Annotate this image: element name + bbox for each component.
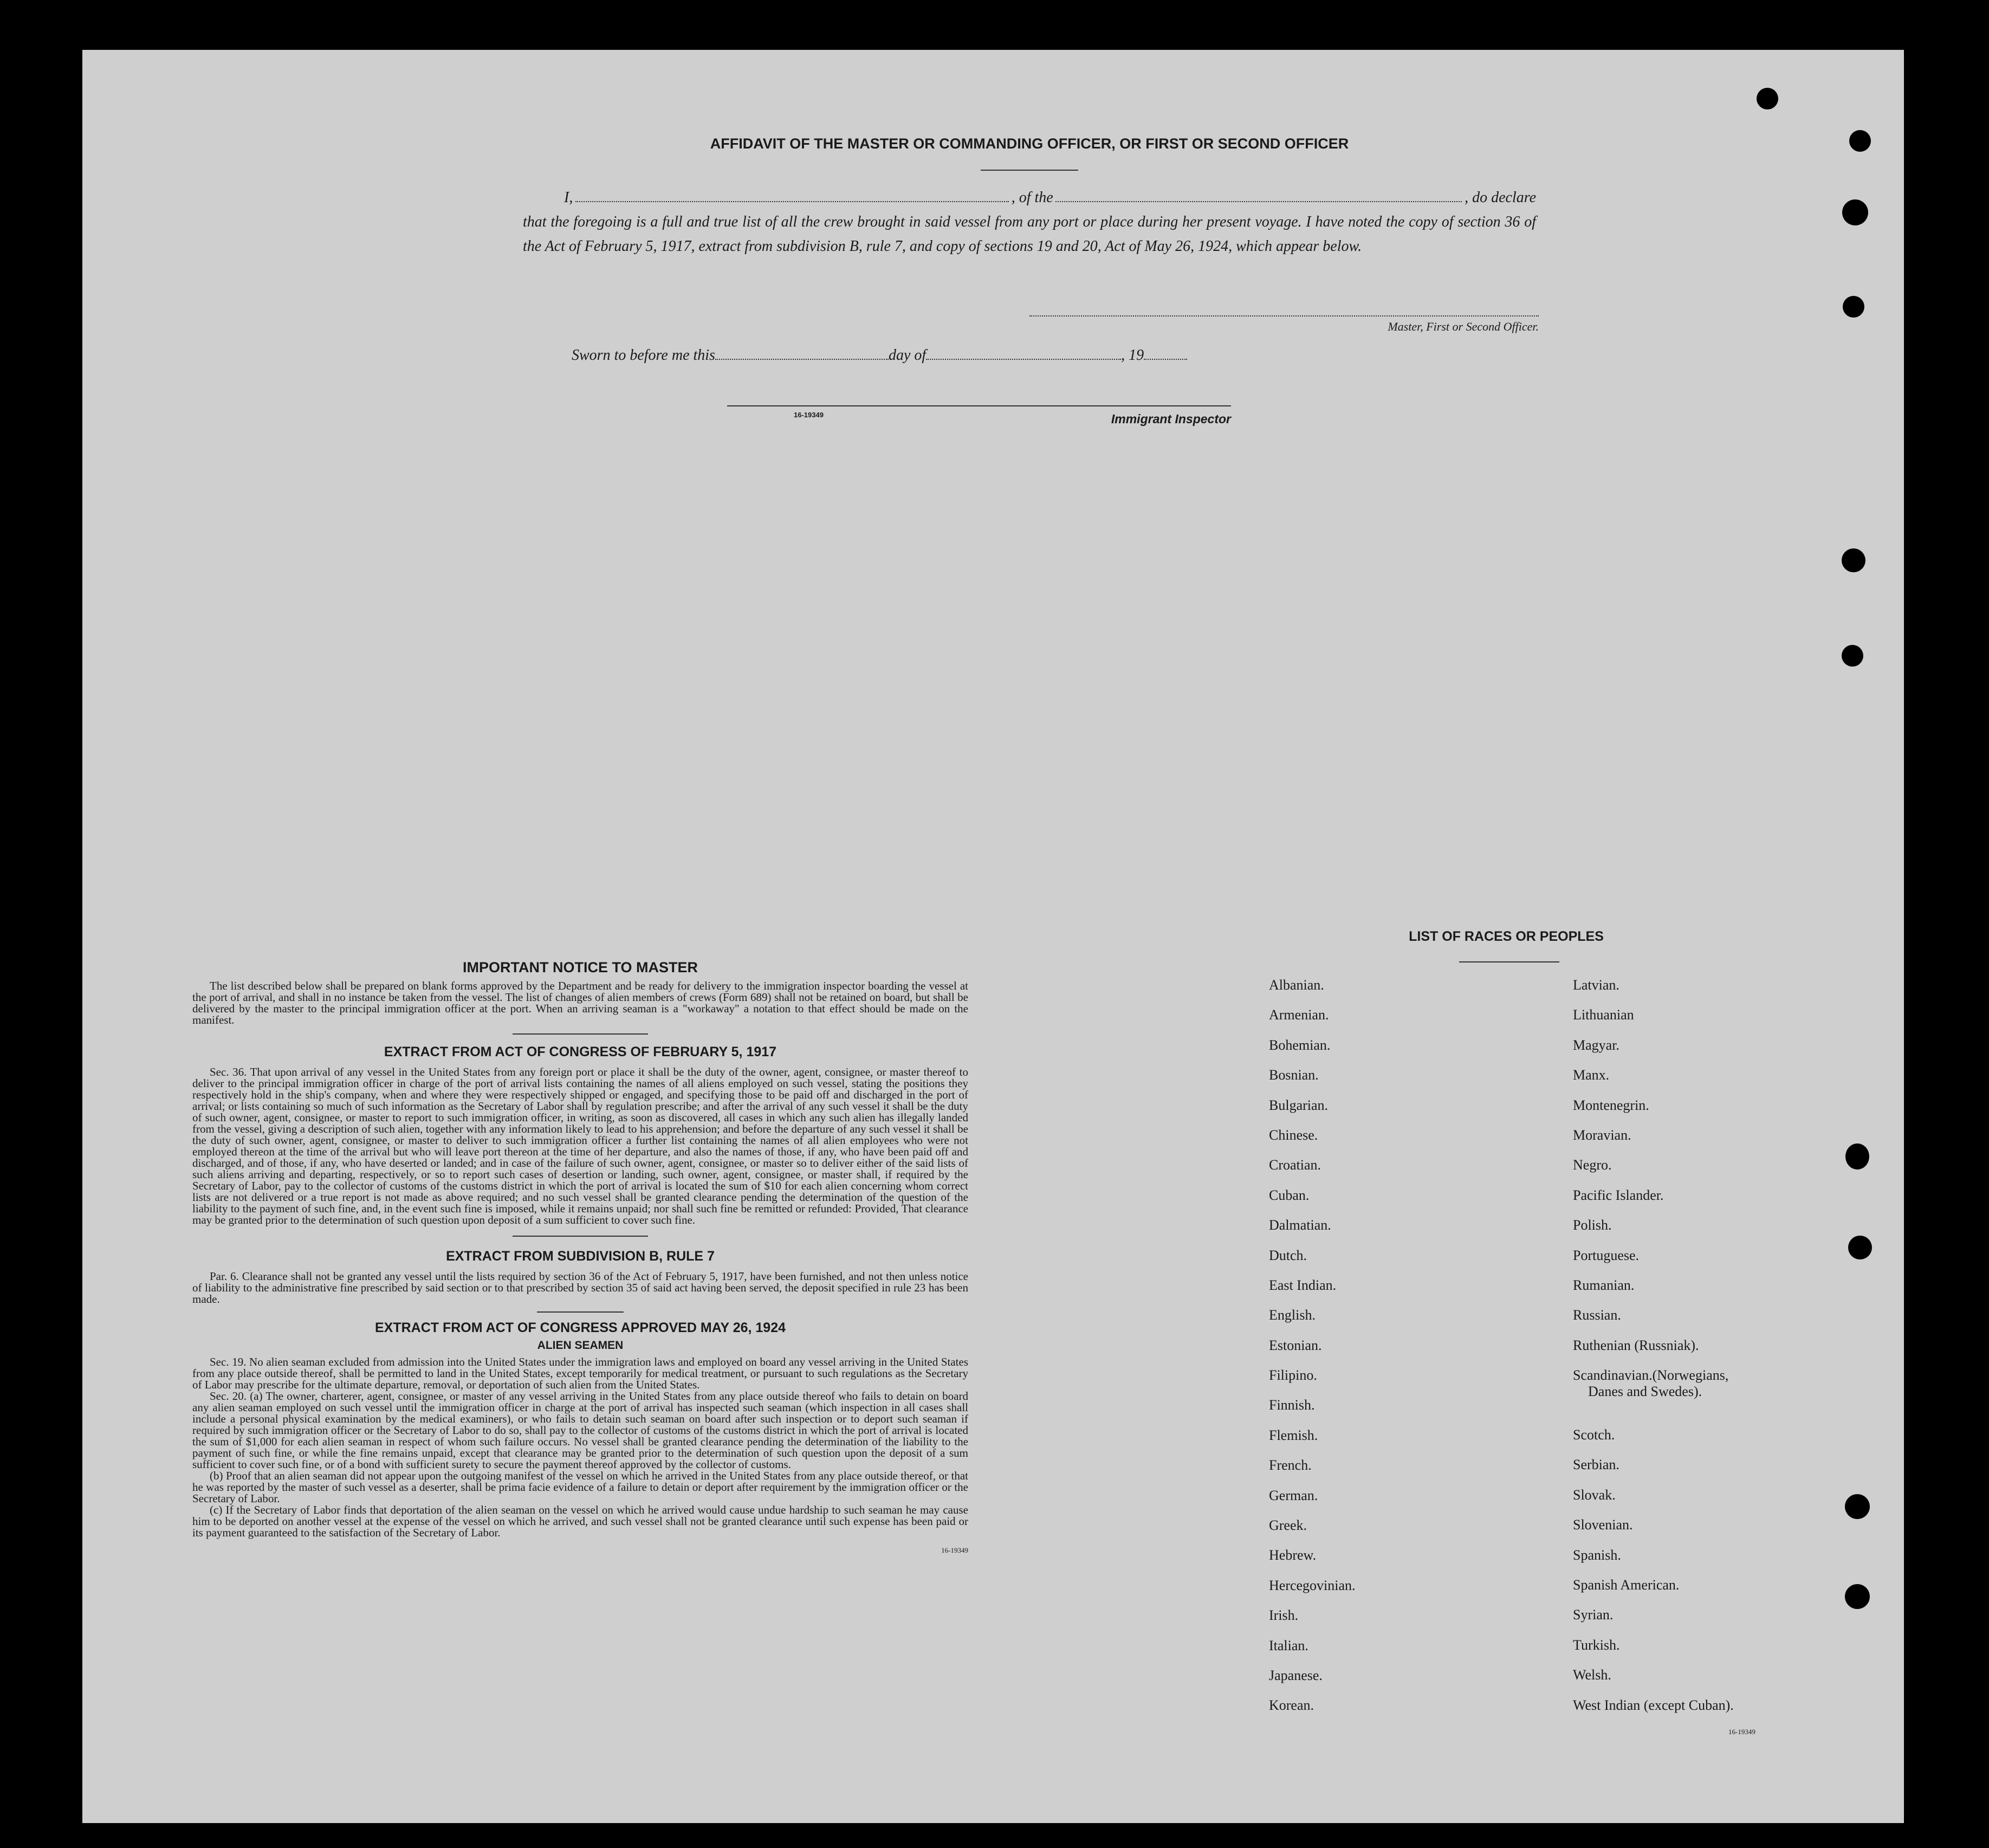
extract-1924-subtitle: ALIEN SEAMEN — [537, 1339, 624, 1352]
races-title: LIST OF RACES OR PEOPLES — [1409, 929, 1604, 944]
affidavit-title: AFFIDAVIT OF THE MASTER OR COMMANDING OFFICER, OR FIRST OR SECOND OFFICER — [710, 135, 1349, 152]
affidavit-body: that the foregoing is a full and true list of all the crew brought in said vessel from any port or place during her present voyage. I have noted the copy of section 36 of the Act of February 5, 1917, extract from subdivision B, rule 7, and copy of sections 19 and 20, Act of May 26, 1924, which appear below. — [523, 214, 1536, 255]
extract-rule7-text: Par. 6. Clearance shall not be granted any vessel until the lists required by section 36 of the Act of February 5, 1917, have been furnished, and not then unless notice of liability to the administrative fine prescribed by said section or to that prescribed by section 35 of said act having been served, the deposit specified in rule 23 has been made. — [192, 1270, 968, 1306]
race-item: Dalmatian. — [1269, 1217, 1331, 1233]
divider — [513, 1033, 648, 1035]
inspector-signature-line[interactable] — [727, 405, 1231, 406]
extracts-form-number: 16-19349 — [941, 1546, 968, 1554]
race-item: Scandinavian.(Norwegians, — [1573, 1367, 1729, 1384]
race-item: Moravian. — [1573, 1127, 1631, 1143]
sworn-line — [572, 347, 1238, 364]
punch-hole — [1842, 645, 1863, 667]
punch-hole — [1849, 130, 1871, 152]
sworn-year-label: , 19 — [1121, 347, 1144, 364]
extract-1917-title: EXTRACT FROM ACT OF CONGRESS OF FEBRUARY 5, 1917 — [384, 1044, 777, 1059]
race-item: Dutch. — [1269, 1247, 1307, 1263]
signature-caption: Master, First or Second Officer. — [1388, 320, 1539, 333]
race-item: Russian. — [1573, 1307, 1621, 1323]
declare-label: , do declare — [1465, 189, 1536, 206]
divider — [513, 1236, 648, 1237]
sworn-day-field[interactable] — [715, 359, 889, 360]
race-item: Spanish American. — [1573, 1577, 1680, 1593]
punch-hole — [1842, 548, 1865, 572]
races-right-column — [1573, 970, 1734, 1720]
sworn-month-field[interactable] — [926, 359, 1121, 360]
race-item: Finnish. — [1269, 1397, 1315, 1413]
race-item: Lithuanian — [1573, 1007, 1634, 1023]
inspector-caption: Immigrant Inspector — [1111, 412, 1231, 426]
race-item: Spanish. — [1573, 1547, 1621, 1563]
extract-rule7-title: EXTRACT FROM SUBDIVISION B, RULE 7 — [446, 1249, 715, 1264]
race-item: English. — [1269, 1307, 1316, 1323]
extract-1917-text: Sec. 36. That upon arrival of any vessel in the United States from any foreign port or place it shall be the duty of the owner, agent, consignee, or master thereof to deliver to the principal immigration officer in charge of the port of arrival lists containing the names of all aliens employed on such vessel, stating the positions they respectively hold in the ship's company, when and where they were respectively shipped or engaged, and specifying those to be paid off and discharged in the port of arrival; or lists containing so much of such information as the Secretary of Labor shall by regulation prescribe; and after the arrival of any such vessel it shall be the duty of such owner, agent, consignee, or master to report to such immigration officer, in writing, as soon as discovered, all cases in which any such alien has illegally landed from the vessel, giving a description of such alien, together with any information likely to lead to his apprehension; and before the departure of any such vessel it shall be the duty of such owner, agent, consignee, or master to deliver to such immigration officer a further list containing the names of all alien employees who were not employed thereon at the time of the arrival but who will leave port thereon at the time of her departure, and also the names of those, if any, who have been paid off and discharged, and of those, if any, who have deserted or landed; and in case of the failure of such owner, agent, consignee, or master so to deliver either of the said lists of such aliens arriving and departing, respectively, or so to report such cases of desertion or landing, such owner, agent, consignee, or master shall, if required by the Secretary of Labor, pay to the collector of customs of the customs district in which the port of arrival is located the sum of $10 for each alien concerning whom correct lists are not delivered or a true report is not made as above required; and no such vessel shall be granted clearance pending the determination of the question of the liability to the payment of such fine, and, in the event such fine is imposed, while it remains unpaid; nor shall such fine be remitted or refunded: Provided, That clearance may be granted prior to the determination of such question upon deposit of a sum sufficient to cover such fine. — [192, 1065, 968, 1226]
races-left-column — [1269, 970, 1356, 1721]
affidavit-form-number: 16-19349 — [794, 411, 824, 419]
race-item: Scotch. — [1573, 1427, 1615, 1443]
affidavit-declaration — [523, 185, 1536, 259]
race-item: Estonian. — [1269, 1337, 1322, 1353]
race-item: East Indian. — [1269, 1277, 1337, 1293]
extract-1924-title: EXTRACT FROM ACT OF CONGRESS APPROVED MAY 26, 1924 — [374, 1320, 786, 1335]
notice-title: IMPORTANT NOTICE TO MASTER — [463, 959, 698, 975]
race-item: Hebrew. — [1269, 1547, 1317, 1563]
punch-hole — [1848, 1236, 1872, 1259]
divider — [1459, 961, 1559, 962]
notice-section — [192, 959, 968, 1555]
sec20a-text: Sec. 20. (a) The owner, charterer, agent, consignee, or master of any vessel arriving in the United States from any place outside thereof who fails to detain on board any alien seaman employed on such vessel until the immigration officer in charge at the port of arrival has inspected such seaman (which inspection in all cases shall include a personal physical examination by the medical examiners), or who fails to detain such seaman on board after such inspection or to deport such seaman if required by such immigration officer or the Secretary of Labor to do so, shall pay to the collector of customs of the customs district in which the port of arrival is located the sum of $1,000 for each alien seaman in respect of whom such failure occurs. No vessel shall be granted clearance pending the determination of the liability to the payment of such fine, or while the fine remains unpaid, except that clearance may be granted prior to the determination of such question upon the deposit of a sum sufficient to cover such fine, or of a bond with sufficient surety to secure the payment thereof approved by the collector of customs. — [192, 1390, 968, 1471]
race-item: Slovenian. — [1573, 1517, 1633, 1533]
race-item: Japanese. — [1269, 1667, 1323, 1683]
race-item: Chinese. — [1269, 1127, 1318, 1143]
sec19-text: Sec. 19. No alien seaman excluded from admission into the United States under the immigration laws and employed on board any vessel arriving in the United States from any place outside thereof, shall be permitted to land in the United States, except temporarily for medical treatment, or pursuant to such regulations as the Secretary of Labor may prescribe for the ultimate departure, removal, or deportation of such alien from the United States. — [192, 1355, 968, 1391]
punch-hole — [1843, 296, 1864, 318]
race-item: Montenegrin. — [1573, 1097, 1649, 1113]
declarant-name-field[interactable] — [575, 201, 1009, 202]
punch-hole — [1845, 1143, 1869, 1169]
sworn-day-label: day of — [888, 347, 927, 364]
race-item: Slovak. — [1573, 1487, 1616, 1503]
race-item: Flemish. — [1269, 1427, 1318, 1443]
race-item: Cuban. — [1269, 1187, 1310, 1203]
sec20b-text: (b) Proof that an alien seaman did not appear upon the outgoing manifest of the vessel on which he arrived in the United States from any place outside thereof, or that he was reported by the master of such vessel as a deserter, shall be prima facie evidence of a failure to detain or deport after requirement by the immigration officer or the Secretary of Labor. — [192, 1469, 968, 1505]
officer-signature-field[interactable] — [1029, 303, 1539, 316]
race-item: Magyar. — [1573, 1037, 1619, 1053]
divider — [981, 170, 1078, 171]
sworn-prefix: Sworn to before me this — [572, 347, 715, 364]
of-the-label: , of the — [1011, 189, 1053, 206]
race-item: Negro. — [1573, 1157, 1612, 1173]
race-item: Italian. — [1269, 1637, 1308, 1653]
sec20c-text: (c) If the Secretary of Labor finds that deportation of the alien seaman on the vessel on which he arrived would cause undue hardship to such seaman he may cause him to be deported on another vessel at the expense of the vessel on which he arrived, and such vessel shall not be granted clearance until such expense has been paid or its payment guaranteed to the satisfaction of the Secretary of Labor. — [192, 1503, 968, 1539]
punch-hole — [1845, 1584, 1870, 1609]
race-item: Portuguese. — [1573, 1247, 1640, 1263]
race-item: French. — [1269, 1457, 1312, 1474]
notice-text: The list described below shall be prepared on blank forms approved by the Department and be ready for delivery to the immigration inspector boarding the vessel at the port of arrival, and shall in no instance be taken from the vessel. The list of changes of alien members of crews (Form 689) shall not be retained on board, but shall be delivered by the master to the principal immigration officer at the port. When an arriving seaman is a "workaway" a notation to that effect should be made on the manifest. — [192, 979, 968, 1026]
race-item: Turkish. — [1573, 1637, 1620, 1653]
races-form-number: 16-19349 — [1728, 1728, 1755, 1736]
race-item: Irish. — [1269, 1607, 1299, 1624]
race-item: Albanian. — [1269, 977, 1324, 993]
race-item: Welsh. — [1573, 1667, 1611, 1683]
race-item: West Indian (except Cuban). — [1573, 1697, 1734, 1713]
race-item: German. — [1269, 1487, 1318, 1503]
race-item: Ruthenian (Russniak). — [1573, 1337, 1699, 1353]
race-item: Syrian. — [1573, 1607, 1614, 1623]
race-item: Bulgarian. — [1269, 1097, 1329, 1113]
race-item: Greek. — [1269, 1517, 1307, 1534]
punch-hole — [1842, 199, 1868, 225]
vessel-name-field[interactable] — [1055, 201, 1462, 202]
race-item: Polish. — [1573, 1217, 1612, 1233]
sworn-year-field[interactable] — [1144, 359, 1187, 360]
race-item: Hercegovinian. — [1269, 1577, 1356, 1593]
race-item: Danes and Swedes). — [1588, 1384, 1702, 1400]
race-item: Latvian. — [1573, 977, 1619, 993]
punch-hole — [1845, 1494, 1870, 1519]
race-item: Filipino. — [1269, 1367, 1317, 1384]
race-item: Armenian. — [1269, 1007, 1329, 1023]
race-item: Bohemian. — [1269, 1037, 1331, 1053]
race-item: Serbian. — [1573, 1457, 1619, 1473]
divider — [537, 1311, 624, 1313]
race-item: Bosnian. — [1269, 1067, 1319, 1083]
punch-hole — [1757, 88, 1778, 109]
race-item: Korean. — [1269, 1697, 1314, 1714]
race-item: Croatian. — [1269, 1157, 1321, 1173]
race-item: Pacific Islander. — [1573, 1187, 1664, 1203]
race-item: Manx. — [1573, 1067, 1610, 1083]
declarant-prefix: I, — [564, 189, 573, 206]
race-item: Rumanian. — [1573, 1277, 1635, 1293]
